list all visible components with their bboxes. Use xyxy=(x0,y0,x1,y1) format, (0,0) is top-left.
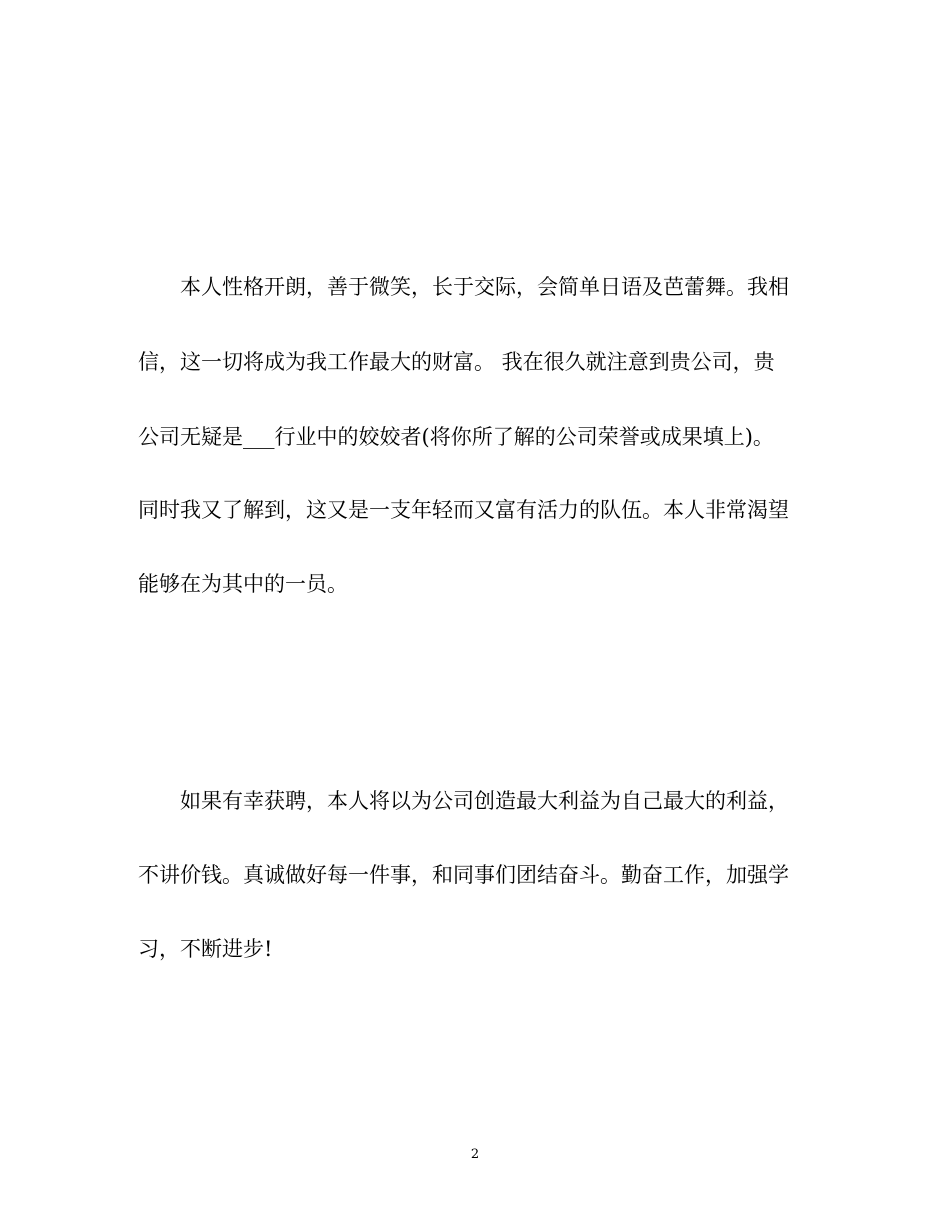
paragraph-line: 信，这一切将成为我工作最大的财富。 我在很久就注意到贵公司，贵 xyxy=(138,350,775,374)
paragraph-line: 能够在为其中的一员。 xyxy=(138,572,348,596)
page-number: 2 xyxy=(470,1147,480,1162)
paragraph-line: 如果有幸获聘，本人将以为公司创造最大利益为自己最大的利益， xyxy=(180,789,789,813)
paragraph-line: 习，不断进步! xyxy=(138,937,273,961)
paragraph-line: 本人性格开朗，善于微笑，长于交际，会简单日语及芭蕾舞。我相 xyxy=(180,275,789,299)
paragraph-line: 不讲价钱。真诚做好每一件事，和同事们团结奋斗。勤奋工作，加强学 xyxy=(138,863,789,887)
paragraph-line: 公司无疑是___行业中的姣姣者(将你所了解的公司荣誉或成果填上)。 xyxy=(138,425,774,449)
paragraph-line: 同时我又了解到，这又是一支年轻而又富有活力的队伍。本人非常渴望 xyxy=(138,498,789,522)
